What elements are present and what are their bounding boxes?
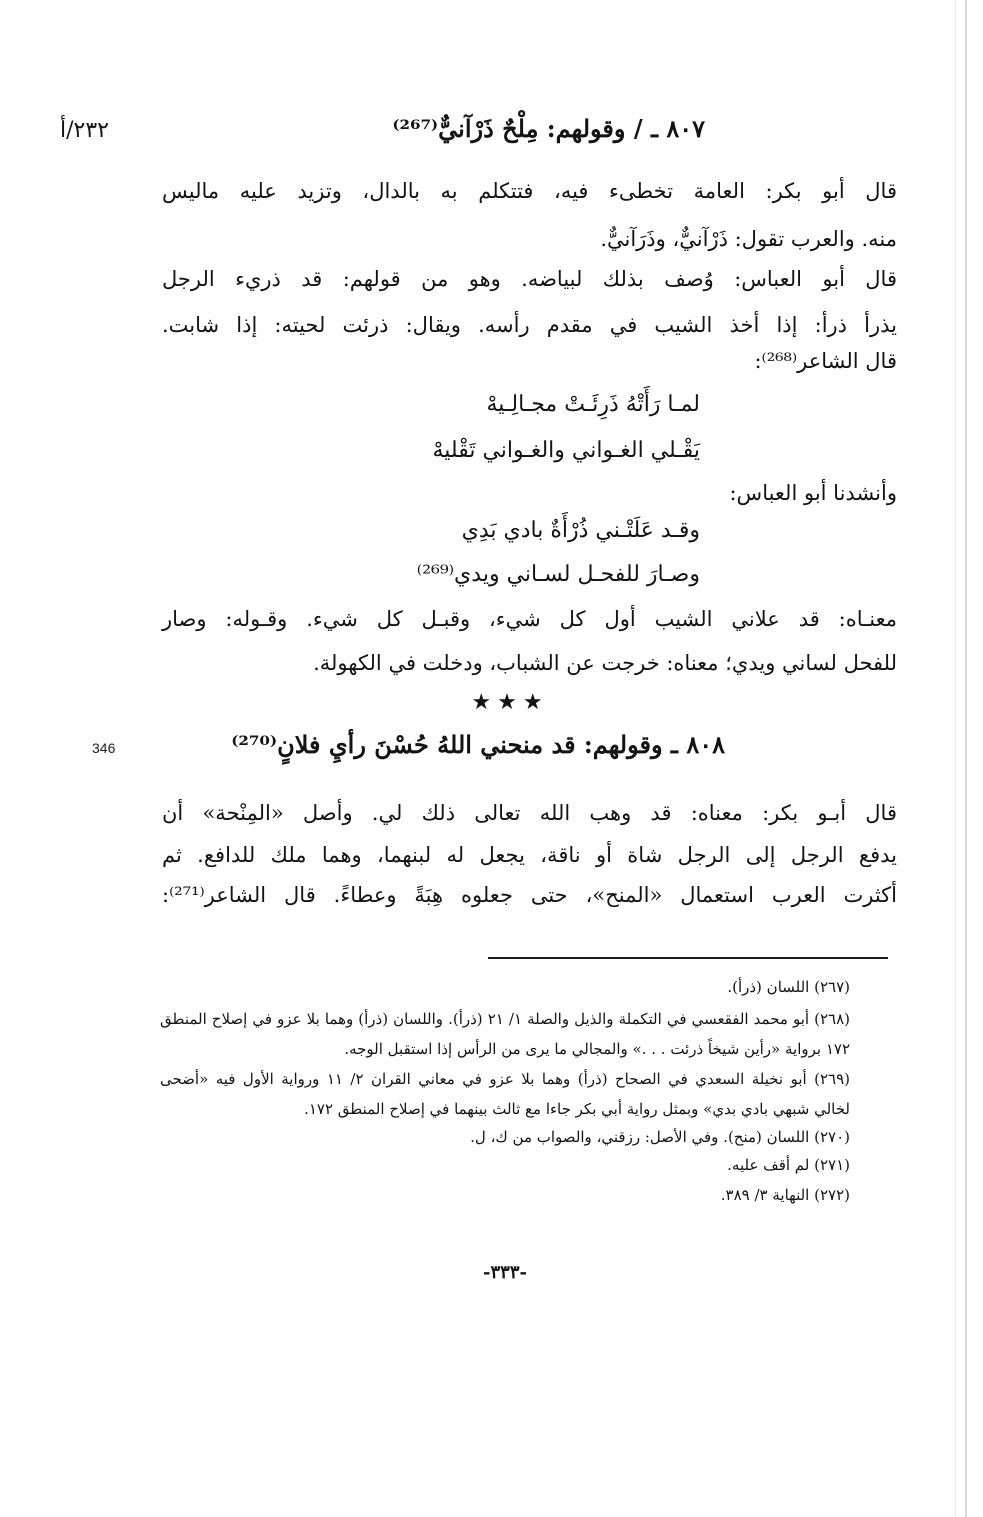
footnote-line: (٢٦٨) أبو محمد الفقعسي في التكملة والذيل والصلة ١/ ٢١ (ذرأ). واللسان (ذرأ) وهما بلا عزو في إصلاح المنطق xyxy=(160,1010,851,1028)
entry-807-line: قال أبو العباس: وُصف بذلك لبياضه. وهو من قولهم: قد ذريء الرجل xyxy=(162,267,897,291)
verse-line: وقـد عَلَتْـني ذُرْأَةٌ بادي بَدِي xyxy=(461,518,700,543)
footnote-line: ١٧٢ برواية «رأين شيخاً ذرئت . . .» والمجالي ما يرى من الرأس إذا استقبل الوجه. xyxy=(344,1040,850,1058)
footnote-line: لخالي شبهي بادي بدي» وبمثل رواية أبي بكر جاءا مع ثالث بينهما في إصلاح المنطق ١٧٢. xyxy=(304,1100,850,1118)
footnote-line: (٢٧٢) النهاية ٣/ ٣٨٩. xyxy=(720,1186,850,1204)
scan-edge xyxy=(965,0,967,1517)
footnote-line: (٢٧٠) اللسان (منح). وفي الأصل: رزقني، والصواب من ك، ل. xyxy=(470,1128,850,1146)
entry-808-line: يدفع الرجل إلى الرجل شاة أو ناقة، يجعل له لبنهما، وهما ملك للدافع. ثم xyxy=(162,843,897,867)
manuscript-folio-reference: ٢٣٢/أ xyxy=(60,118,109,143)
entry-807-line: قال الشاعر⁽²⁶⁸⁾: xyxy=(754,349,897,373)
entry-807-heading: ٨٠٧ ـ / وقولهم: مِلْحٌ ذَرْآنيٌّ⁽²⁶⁷⁾ xyxy=(392,114,705,143)
footnote-line: (٢٦٩) أبو نخيلة السعدي في الصحاح (ذرأ) وهما بلا عزو في معاني القران ٢/ ١١ ورواية الأول فيه «أضحى xyxy=(160,1070,851,1088)
entry-808-line: قال أبـو بكر: معناه: قد وهب الله تعالى ذلك لي. وأصل «المِنْحة» أن xyxy=(162,801,897,825)
pdf-page-label: 346 xyxy=(92,740,116,756)
footnote-line: (٢٧١) لم أقف عليه. xyxy=(727,1156,850,1174)
entry-807-line: يذرأ ذرأ: إذا أخذ الشيب في مقدم رأسه. ويقال: ذرئت لحيته: إذا شابت. xyxy=(162,313,897,337)
explanation-line: معنـاه: قد علاني الشيب أول كل شيء، وقبـل كل شيء. وقـوله: وصار xyxy=(162,607,897,631)
page-number: -٣٣٣- xyxy=(483,1262,527,1283)
verse-line: لمـا رَأَتْهُ ذَرِئَـتْ مجـالِـيهْ xyxy=(486,392,700,417)
entry-808-heading: ٨٠٨ ـ وقولهم: قد منحني اللهُ حُسْنَ رأيِ فلانٍ⁽²⁷⁰⁾ xyxy=(231,730,725,759)
footnote-rule xyxy=(488,957,888,959)
entry-808-line: أكثرت العرب استعمال «المنح»، حتى جعلوه هِبَةً وعطاءً. قال الشاعر⁽²⁷¹⁾: xyxy=(162,883,897,907)
entry-807-line: قال أبو بكر: العامة تخطىء فيه، فتتكلم به بالدال، وتزيد عليه ماليس xyxy=(162,179,897,203)
scan-edge-shadow xyxy=(955,0,956,1517)
footnote-line: (٢٦٧) اللسان (ذرأ). xyxy=(727,978,850,996)
verse-introduction: وأنشدنا أبو العباس: xyxy=(729,481,897,505)
explanation-line: للفحل لساني ويدي؛ معناه: خرجت عن الشباب، ودخلت في الكهولة. xyxy=(313,651,897,675)
section-separator: ★★★ xyxy=(471,690,549,715)
verse-line: يَقْـلي الغـواني والغـواني تَقْليهْ xyxy=(432,438,700,463)
verse-line: وصـارَ للفحـل لسـاني ويدي⁽²⁶⁹⁾ xyxy=(416,562,700,587)
entry-807-line: منه. والعرب تقول: ذَرْآنيٌّ، وذَرَآنيٌّ. xyxy=(600,227,897,251)
